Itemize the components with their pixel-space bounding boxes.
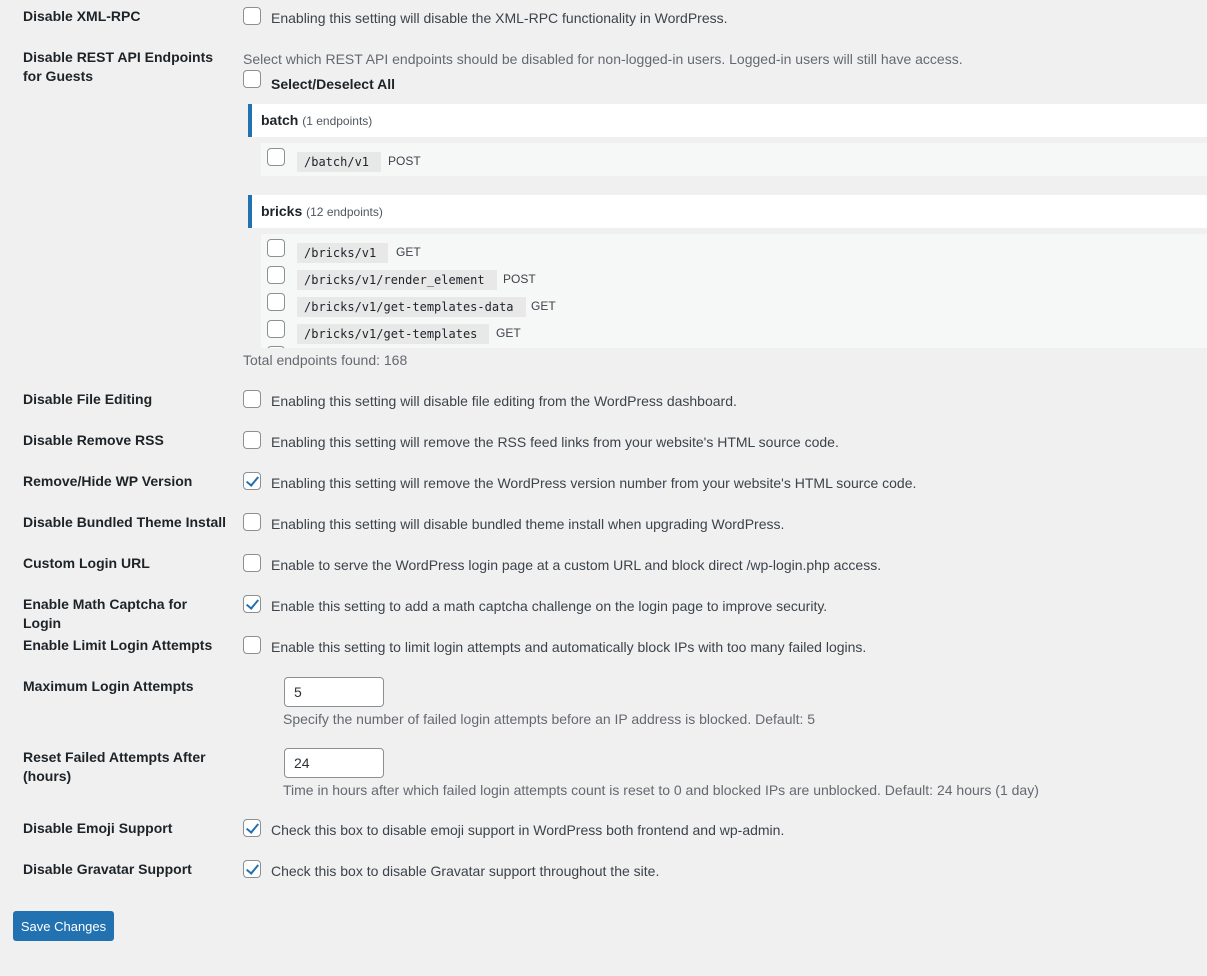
limit-login-checkbox[interactable] [243, 636, 261, 654]
group-name: bricks [261, 203, 303, 219]
login-url-label: Custom Login URL [23, 555, 150, 571]
endpoint-checkbox[interactable] [267, 239, 285, 257]
rss-description: Enabling this setting will remove the RSS feed links from your website's HTML source code. [271, 434, 839, 450]
endpoint-row [261, 293, 1161, 317]
file-edit-label: Disable File Editing [23, 391, 153, 407]
save-changes-button[interactable]: Save Changes [13, 911, 114, 941]
rest-api-help: Select which REST API endpoints should be disabled for non-logged-in users. Logged-in users will still have access. [243, 51, 963, 67]
group-count: (1 endpoints) [302, 114, 373, 128]
select-all-label[interactable]: Select/Deselect All [271, 76, 395, 92]
endpoint-path: /bricks/v1 [297, 243, 388, 263]
group-header-bricks [248, 195, 1207, 228]
captcha-checkbox[interactable] [243, 595, 261, 613]
bundled-theme-description: Enabling this setting will disable bundled theme install when upgrading WordPress. [271, 516, 785, 532]
endpoint-list[interactable] [243, 98, 1207, 348]
xmlrpc-checkbox[interactable] [243, 7, 261, 25]
rss-checkbox[interactable] [243, 431, 261, 449]
endpoint-checkbox[interactable] [267, 148, 285, 166]
endpoint-row [261, 148, 1161, 172]
group-name: batch [261, 112, 299, 128]
bundled-theme-checkbox[interactable] [243, 513, 261, 531]
gravatar-description: Check this box to disable Gravatar support throughout the site. [271, 863, 660, 879]
reset-after-label: Reset Failed Attempts After (hours) [23, 749, 206, 784]
endpoint-method: GET [531, 299, 556, 313]
endpoint-checkbox[interactable] [267, 266, 285, 284]
endpoint-checkbox[interactable] [267, 320, 285, 338]
max-attempts-help: Specify the number of failed login attempts before an IP address is blocked. Default: 5 [283, 711, 816, 727]
max-attempts-input[interactable] [284, 677, 384, 707]
file-edit-description: Enabling this setting will disable file editing from the WordPress dashboard. [271, 393, 737, 409]
xmlrpc-description: Enabling this setting will disable the XML-RPC functionality in WordPress. [271, 10, 728, 26]
endpoint-row [261, 239, 1161, 263]
endpoint-row [261, 346, 1161, 348]
emoji-description: Check this box to disable emoji support in WordPress both frontend and wp-admin. [271, 822, 785, 838]
login-url-checkbox[interactable] [243, 554, 261, 572]
emoji-label: Disable Emoji Support [23, 820, 173, 836]
rest-api-label: Disable REST API Endpoints for Guests [23, 49, 214, 84]
endpoint-method: GET [396, 245, 421, 259]
file-edit-checkbox[interactable] [243, 390, 261, 408]
endpoint-row [261, 266, 1161, 290]
endpoint-checkbox[interactable] [267, 293, 285, 311]
gravatar-label: Disable Gravatar Support [23, 861, 192, 877]
group-header-batch [248, 104, 1207, 137]
gravatar-checkbox[interactable] [243, 860, 261, 878]
total-endpoints: Total endpoints found: 168 [243, 352, 408, 368]
reset-after-help: Time in hours after which failed login attempts count is reset to 0 and blocked IPs are unblocked. Default: 24 hours (1 day) [283, 782, 1039, 798]
wp-version-description: Enabling this setting will remove the WordPress version number from your website's HTML source code. [271, 475, 917, 491]
endpoint-row [261, 320, 1161, 344]
login-url-description: Enable to serve the WordPress login page at a custom URL and block direct /wp-login.php access. [271, 557, 882, 573]
endpoint-method: POST [503, 272, 536, 286]
endpoint-method: POST [388, 154, 421, 168]
select-all-checkbox[interactable] [243, 70, 261, 88]
wp-version-checkbox[interactable] [243, 472, 261, 490]
captcha-label: Enable Math Captcha for Login [23, 596, 188, 631]
endpoint-path: /bricks/v1/get-templates-data [297, 297, 526, 317]
bundled-theme-label: Disable Bundled Theme Install [23, 514, 227, 530]
limit-login-description: Enable this setting to limit login attempts and automatically block IPs with too many failed logins. [271, 639, 867, 655]
captcha-description: Enable this setting to add a math captcha challenge on the login page to improve security. [271, 598, 828, 614]
reset-after-input[interactable] [284, 748, 384, 778]
xmlrpc-label: Disable XML-RPC [23, 8, 141, 24]
group-count: (12 endpoints) [306, 205, 383, 219]
max-attempts-label: Maximum Login Attempts [23, 678, 194, 694]
endpoint-checkbox[interactable] [267, 346, 285, 348]
emoji-checkbox[interactable] [243, 819, 261, 837]
endpoint-path: /bricks/v1/get-templates [297, 324, 489, 344]
endpoint-method: GET [496, 326, 521, 340]
endpoint-path: /batch/v1 [297, 152, 381, 172]
rss-label: Disable Remove RSS [23, 432, 164, 448]
limit-login-label: Enable Limit Login Attempts [23, 637, 213, 653]
endpoint-path: /bricks/v1/render_element [297, 270, 497, 290]
wp-version-label: Remove/Hide WP Version [23, 473, 193, 489]
